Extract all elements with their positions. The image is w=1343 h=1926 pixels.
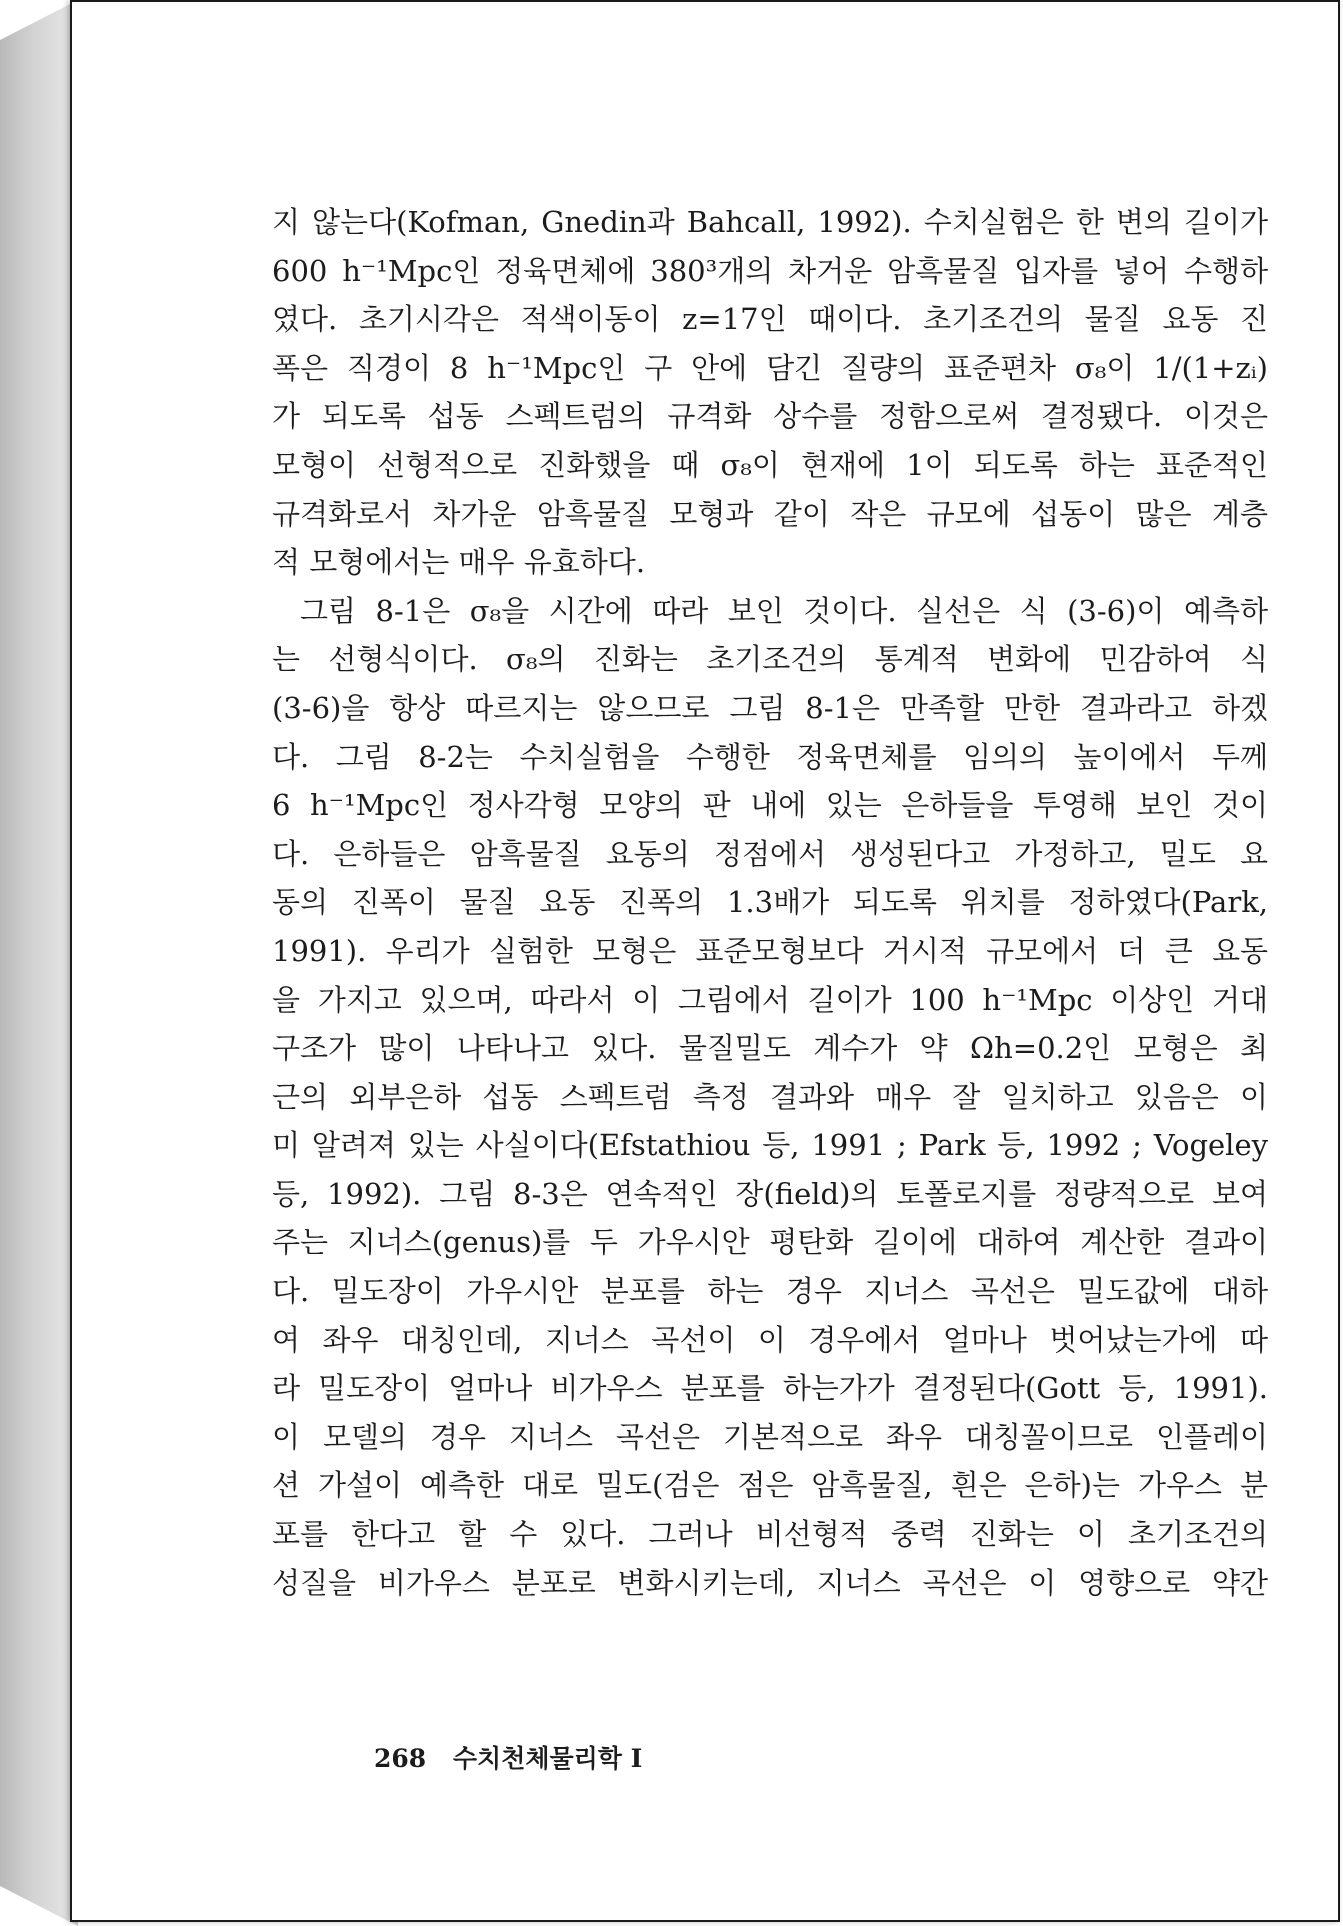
text-line: 라 밀도장이 얼마나 비가우스 분포를 하는가가 결정된다(Gott 등, 1991). [272,1371,1268,1406]
text-line: 이 모델의 경우 지너스 곡선은 기본적으로 좌우 대칭꼴이므로 인플레이 [272,1419,1268,1454]
text-line: 다. 은하들은 암흑물질 요동의 정점에서 생성된다고 가정하고, 밀도 요 [272,836,1268,871]
text-line: 적 모형에서는 매우 유효하다. [272,545,646,580]
book-spine-edge [0,0,78,1926]
text-line: 성질을 비가우스 분포로 변화시키는데, 지너스 곡선은 이 영향으로 약간 [272,1565,1268,1600]
page-number: 268 [374,1744,427,1773]
text-line: 는 선형식이다. σ₈의 진화는 초기조건의 통계적 변화에 민감하여 식 [272,642,1268,677]
text-line: 600 h⁻¹Mpc인 정육면체에 380³개의 차거운 암흑물질 입자를 넣어 수행하 [272,253,1268,288]
text-line: 여 좌우 대칭인데, 지너스 곡선이 이 경우에서 얼마나 벗어났는가에 따 [272,1322,1268,1357]
text-line: 포를 한다고 할 수 있다. 그러나 비선형적 중력 진화는 이 초기조건의 [272,1517,1268,1552]
running-title: 수치천체물리학 I [452,1744,643,1773]
text-line: 동의 진폭이 물질 요동 진폭의 1.3배가 되도록 위치를 정하였다(Park, [272,885,1268,920]
text-line: 미 알려져 있는 사실이다(Efstathiou 등, 1991 ; Park 등, 1992 ; Vogeley [272,1128,1268,1163]
text-line: (3-6)을 항상 따르지는 않으므로 그림 8-1은 만족할 만한 결과라고 하겠 [272,690,1268,725]
text-line: 그림 8-1은 σ₈을 시간에 따라 보인 것이다. 실선은 식 (3-6)이 예측하 [300,593,1268,628]
text-line: 근의 외부은하 섭동 스펙트럼 측정 결과와 매우 잘 일치하고 있음은 이 [272,1079,1268,1114]
text-line: 션 가설이 예측한 대로 밀도(검은 점은 암흑물질, 흰은 은하)는 가우스 분 [272,1468,1268,1503]
text-line: 지 않는다(Kofman, Gnedin과 Bahcall, 1992). 수치실험은 한 변의 길이가 [272,205,1268,239]
text-line: 다. 그림 8-2는 수치실험을 수행한 정육면체를 임의의 높이에서 두께 [272,739,1268,774]
text-line: 가 되도록 섭동 스펙트럼의 규격화 상수를 정함으로써 결정됐다. 이것은 [272,399,1268,434]
text-line: 폭은 직경이 8 h⁻¹Mpc인 구 안에 담긴 질량의 표준편차 σ₈이 1/(1+zᵢ) [272,350,1268,385]
text-line: 규격화로서 차가운 암흑물질 모형과 같이 작은 규모에 섭동이 많은 계층 [272,496,1268,531]
text-line: 6 h⁻¹Mpc인 정사각형 모양의 판 내에 있는 은하들을 투영해 보인 것이 [272,788,1268,823]
text-line: 1991). 우리가 실험한 모형은 표준모형보다 거시적 규모에서 더 큰 요동 [272,933,1268,968]
text-line: 다. 밀도장이 가우시안 분포를 하는 경우 지너스 곡선은 밀도값에 대하 [272,1274,1268,1309]
body-text [272,198,1268,1607]
text-line: 구조가 많이 나타나고 있다. 물질밀도 계수가 약 Ωh=0.2인 모형은 최 [272,1031,1268,1066]
page-footer [374,1739,642,1775]
text-line: 을 가지고 있으며, 따라서 이 그림에서 길이가 100 h⁻¹Mpc 이상인 거대 [272,982,1268,1017]
text-line: 등, 1992). 그림 8-3은 연속적인 장(field)의 토폴로지를 정량적으로 보여 [272,1176,1268,1211]
book-page [70,0,1340,1922]
text-line: 였다. 초기시각은 적색이동이 z=17인 때이다. 초기조건의 물질 요동 진 [272,302,1268,337]
text-line: 주는 지너스(genus)를 두 가우시안 평탄화 길이에 대하여 계산한 결과이 [272,1225,1268,1260]
text-line: 모형이 선형적으로 진화했을 때 σ₈이 현재에 1이 되도록 하는 표준적인 [272,447,1268,482]
